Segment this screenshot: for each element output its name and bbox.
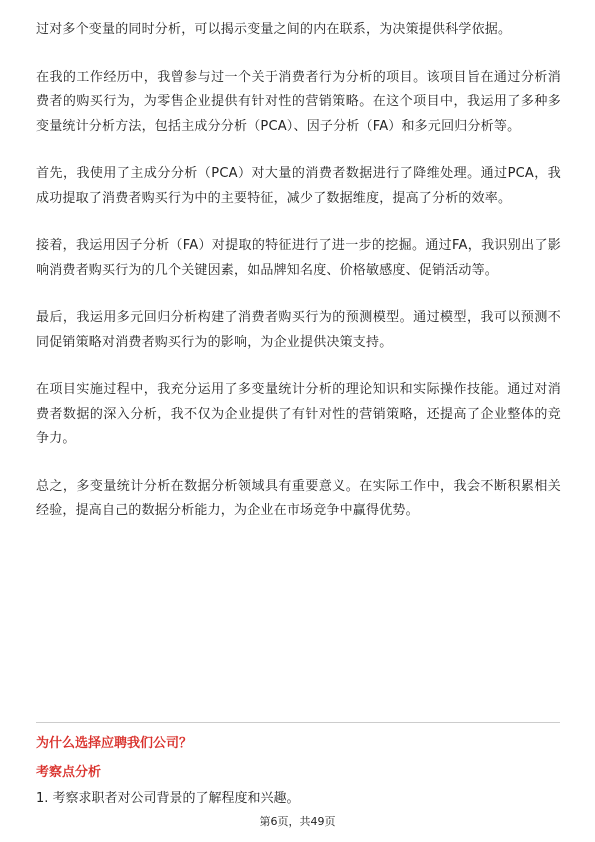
paragraph-4: 接着，我运用因子分析（FA）对提取的特征进行了进一步的挖掘。通过FA，我识别出了影响消费者购买行为的几个关键因素，如品牌知名度、价格敏感度、促销活动等。 <box>36 238 561 278</box>
list-item: 1. 考察求职者对公司背景的了解程度和兴趣。 <box>36 791 300 806</box>
paragraph-7: 总之，多变量统计分析在数据分析领域具有重要意义。在实际工作中，我会不断积累相关经验，提高自己的数据分析能力，为企业在市场竞争中赢得优势。 <box>36 478 561 518</box>
paragraph-6: 在项目实施过程中，我充分运用了多变量统计分析的理论知识和实际操作技能。通过对消费者数据的深入分析，我不仅为企业提供了有针对性的营销策略，还提高了企业整体的竞争力。 <box>36 382 561 446</box>
section-heading: 为什么选择应聘我们公司？ <box>36 736 193 751</box>
paragraph-2: 在我的工作经历中，我曾参与过一个关于消费者行为分析的项目。该项目旨在通过分析消费者的购买行为，为零售企业提供有针对性的营销策略。在这个项目中，我运用了多种多变量统计分析方法，包括主成分分析（PCA）、因子分析（FA）和多元回归分析等。 <box>36 69 561 134</box>
paragraph-1: 过对多个变量的同时分析，可以揭示变量之间的内在联系，为决策提供科学依据。 <box>36 22 512 37</box>
page-number: 第6页，共49页 <box>259 815 336 828</box>
section-divider <box>36 722 560 723</box>
paragraph-5: 最后，我运用多元回归分析构建了消费者购买行为的预测模型。通过模型，我可以预测不同促销策略对消费者购买行为的影响，为企业提供决策支持。 <box>36 310 561 350</box>
document-body <box>36 18 561 547</box>
section-subheading: 考察点分析 <box>36 765 102 780</box>
paragraph-3: 首先，我使用了主成分分析（PCA）对大量的消费者数据进行了降维处理。通过PCA，我成功提取了消费者购买行为中的主要特征，减少了数据维度，提高了分析的效率。 <box>36 166 561 206</box>
